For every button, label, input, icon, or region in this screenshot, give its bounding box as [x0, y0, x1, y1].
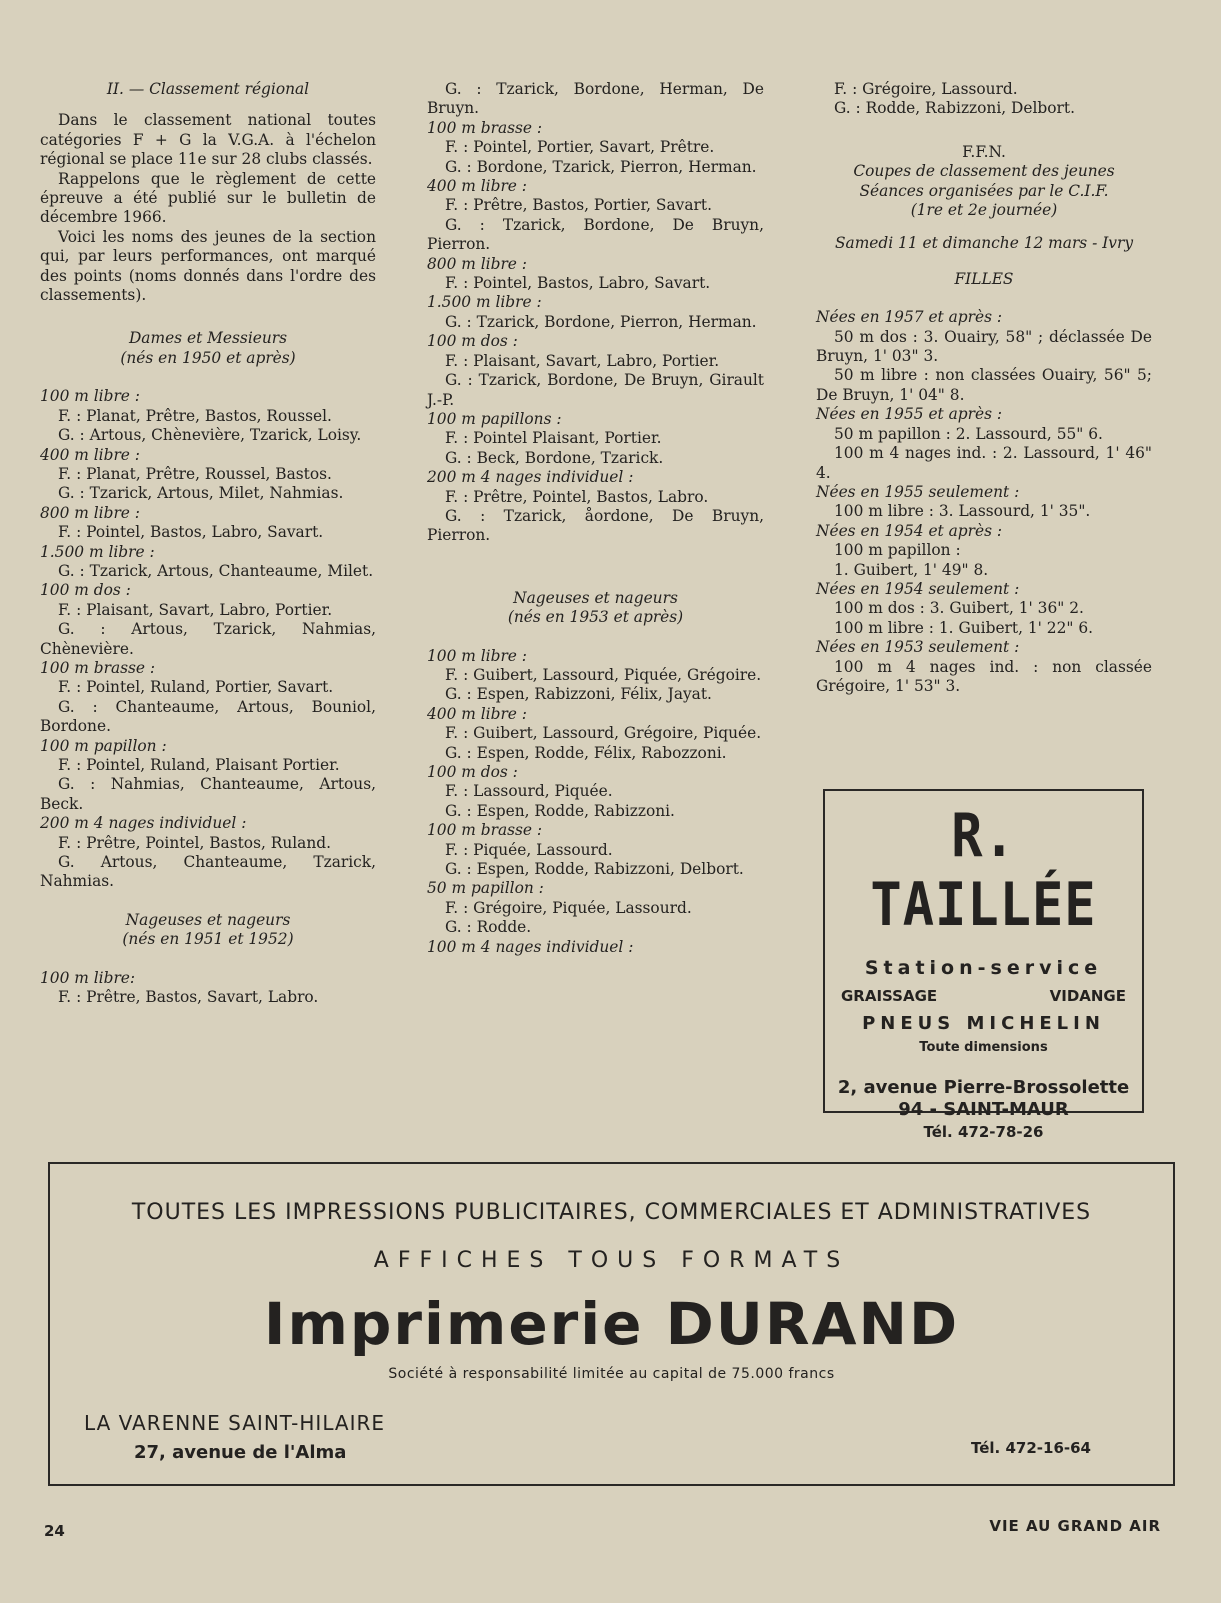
taillee-advertisement — [823, 789, 1144, 1141]
result-line: G. : Bordone, Tzarick, Pierron, Herman. — [445, 157, 757, 176]
result-line: F. : Prêtre, Bastos, Portier, Savart. — [445, 196, 712, 215]
event-heading: Nées en 1955 et après : — [816, 405, 1003, 424]
ad-street: 2, avenue Pierre-Brossolette — [837, 1077, 1130, 1098]
section-subtitle: (nés en 1951 et 1952) — [122, 930, 294, 949]
result-line: F. : Plaisant, Savart, Labro, Portier. — [58, 600, 333, 619]
result-line: F. : Pointel, Bastos, Labro, Savart. — [58, 523, 324, 542]
results-list — [40, 387, 376, 892]
event-heading: 100 m dos : — [40, 581, 131, 600]
ffn-line: Séances organisées par le C.I.F. — [859, 181, 1109, 200]
results-list — [427, 80, 764, 546]
event-heading: 100 m brasse : — [427, 118, 543, 137]
result-line: G. : Chanteaume, Artous, Bouniol, Bordone. — [40, 697, 376, 736]
ad-phone: Tél. 472-16-64 — [971, 1439, 1091, 1457]
result-line: G. : Espen, Rodde, Rabizzoni, Delbort. — [445, 860, 744, 879]
result-line: F. : Piquée, Lassourd. — [445, 840, 613, 859]
ad-town: LA VARENNE SAINT-HILAIRE — [84, 1411, 386, 1435]
event-heading: 100 m libre : — [427, 646, 527, 665]
ad-town: 94 - SAINT-MAUR — [898, 1099, 1069, 1120]
event-heading: Nées en 1953 seulement : — [816, 638, 1020, 657]
result-line: G. : Tzarick, Bordone, Herman, De Bruyn. — [427, 80, 764, 118]
ad-address — [825, 1077, 1142, 1121]
results-list — [40, 969, 376, 1008]
result-line: F. : Pointel, Portier, Savart, Prêtre. — [445, 138, 715, 157]
results-list — [427, 647, 764, 958]
event-heading: 1.500 m libre : — [40, 542, 155, 561]
result-line: G. : Espen, Rodde, Félix, Rabozzoni. — [445, 743, 727, 762]
result-line: F. : Guibert, Lassourd, Grégoire, Piquée. — [445, 724, 762, 743]
event-heading: 100 m 4 nages individuel : — [427, 937, 634, 956]
result-line: 50 m papillon : 2. Lassourd, 55" 6. — [834, 424, 1103, 443]
result-line: F. : Prêtre, Pointel, Bastos, Ruland. — [58, 833, 332, 852]
ad-formats: AFFICHES TOUS FORMATS — [373, 1248, 850, 1273]
event-heading: Nées en 1954 seulement : — [816, 579, 1020, 598]
event-heading: 100 m libre: — [40, 968, 136, 987]
event-heading: 800 m libre : — [40, 503, 140, 522]
result-line: G. : Artous, Chènevière, Tzarick, Loisy. — [58, 426, 362, 445]
intro-paragraph: Voici les noms des jeunes de la section qui, par leurs performances, ont marqué des points (noms donnés dans l'ordre des classements). — [40, 227, 376, 305]
result-line: G. : Beck, Bordone, Tzarick. — [445, 448, 664, 467]
column-3 — [816, 80, 1152, 696]
result-line: 50 m libre : non classées Ouairy, 56" 5; De Bruyn, 1' 04" 8. — [816, 366, 1152, 404]
ffn-line: (1re et 2e journée) — [910, 201, 1058, 220]
event-date: Samedi 11 et dimanche 12 mars - Ivry — [834, 234, 1134, 253]
event-heading: Nées en 1957 et après : — [816, 308, 1003, 327]
event-heading: 400 m libre : — [40, 445, 140, 464]
result-line: G. : Tzarick, Bordone, De Bruyn, Girault J.-P. — [427, 371, 764, 409]
event-heading: 1.500 m libre : — [427, 293, 542, 312]
event-heading: 100 m dos : — [427, 332, 518, 351]
event-heading: 100 m brasse : — [40, 658, 156, 677]
result-line: G. : Rodde, Rabizzoni, Delbort. — [834, 99, 1075, 118]
result-line: F. : Planat, Prêtre, Roussel, Bastos. — [58, 464, 332, 483]
category-title: FILLES — [954, 269, 1014, 288]
magazine-name: VIE AU GRAND AIR — [989, 1517, 1161, 1535]
result-line: F. : Prêtre, Pointel, Bastos, Labro. — [445, 487, 709, 506]
event-heading: 100 m papillons : — [427, 409, 562, 428]
result-line: G. : Rodde. — [445, 918, 532, 937]
result-line: G. : Nahmias, Chanteaume, Artous, Beck. — [40, 775, 376, 813]
event-heading: 100 m libre : — [40, 387, 140, 406]
event-heading: Nées en 1955 seulement : — [816, 482, 1020, 501]
ad-pneus: PNEUS MICHELIN — [862, 1013, 1105, 1034]
result-line: G. : Espen, Rodde, Rabizzoni. — [445, 801, 675, 820]
result-line: 100 m papillon : — [834, 541, 961, 560]
ad-phone: Tél. 472-78-26 — [923, 1123, 1044, 1141]
section-title: Nageuses et nageurs — [513, 588, 678, 607]
intro-paragraphs — [40, 111, 376, 305]
ad-tagline: TOUTES LES IMPRESSIONS PUBLICITAIRES, COMMERCIALES ET ADMINISTRATIVES — [131, 1200, 1092, 1225]
result-line: 100 m 4 nages ind. : 2. Lassourd, 1' 46" 4. — [816, 444, 1152, 482]
result-line: F. : Lassourd, Piquée. — [445, 782, 613, 801]
section-subtitle: (nés en 1953 et après) — [507, 608, 684, 627]
ffn-title: F.F.N. — [962, 142, 1006, 161]
event-heading: 200 m 4 nages individuel : — [427, 468, 634, 487]
ad-street: 27, avenue de l'Alma — [134, 1442, 347, 1463]
ad-services-row — [825, 987, 1142, 1005]
section-title: Dames et Messieurs — [128, 329, 288, 348]
event-heading: 100 m brasse : — [427, 821, 543, 840]
event-heading: 400 m libre : — [427, 704, 527, 723]
result-line: F. : Prêtre, Bastos, Savart, Labro. — [58, 988, 319, 1007]
section-subtitle: (nés en 1950 et après) — [120, 348, 296, 367]
column-1 — [40, 80, 376, 1007]
results-list — [816, 308, 1152, 696]
result-line: G. : Artous, Tzarick, Nahmias, Chènevière. — [40, 620, 376, 658]
event-heading: 100 m dos : — [427, 763, 518, 781]
ffn-line: Coupes de classement des jeunes — [853, 162, 1115, 181]
section-title: Nageuses et nageurs — [125, 910, 291, 929]
event-heading: 800 m libre : — [427, 254, 527, 273]
results-list — [816, 80, 1152, 119]
ad-vidange: VIDANGE — [1049, 987, 1126, 1005]
result-line: F. : Guibert, Lassourd, Piquée, Grégoire. — [445, 665, 762, 684]
result-line: 50 m dos : 3. Ouairy, 58" ; déclassée De Bruyn, 1' 03" 3. — [816, 327, 1152, 366]
section-heading: II. — Classement régional — [106, 80, 310, 98]
result-line: 100 m dos : 3. Guibert, 1' 36" 2. — [834, 599, 1084, 618]
event-heading: Nées en 1954 et après : — [816, 521, 1003, 540]
ad-company-name: Imprimerie DURAND — [263, 1290, 960, 1358]
result-line: 100 m libre : 3. Lassourd, 1' 35". — [834, 502, 1091, 521]
ad-graissage: GRAISSAGE — [841, 987, 938, 1005]
ad-business-name: R. TAILLÉE — [870, 802, 1097, 940]
durand-advertisement — [48, 1162, 1175, 1486]
event-heading: 50 m papillon : — [427, 879, 544, 898]
result-line: G. : Tzarick, Artous, Chanteaume, Milet. — [58, 561, 374, 580]
event-heading: 400 m libre : — [427, 177, 527, 196]
result-line: F. : Pointel, Ruland, Plaisant Portier. — [58, 756, 340, 774]
result-line: F. : Grégoire, Lassourd. — [834, 80, 1018, 98]
result-line: F. : Grégoire, Piquée, Lassourd. — [445, 898, 692, 917]
event-heading: 200 m 4 nages individuel : — [40, 814, 247, 833]
result-line: G. : Tzarick, Artous, Milet, Nahmias. — [58, 484, 344, 503]
result-line: G. : Tzarick, Bordone, De Bruyn, Pierron. — [427, 215, 764, 254]
result-line: F. : Pointel, Bastos, Labro, Savart. — [445, 274, 711, 293]
ad-service: Station-service — [864, 957, 1103, 979]
result-line: G. Artous, Chanteaume, Tzarick, Nahmias. — [40, 853, 376, 891]
result-line: 1. Guibert, 1' 49" 8. — [834, 560, 989, 579]
result-line: 100 m 4 nages ind. : non classée Grégoire, 1' 53" 3. — [816, 657, 1152, 695]
result-line: G. : Tzarick, Bordone, Pierron, Herman. — [445, 312, 757, 331]
result-line: 100 m libre : 1. Guibert, 1' 22" 6. — [834, 618, 1094, 637]
intro-paragraph: Rappelons que le règlement de cette épreuve a été publié sur le bulletin de décembre 1966. — [40, 169, 376, 227]
result-line: F. : Planat, Prêtre, Bastos, Roussel. — [58, 406, 332, 425]
column-2 — [427, 80, 764, 957]
result-line: G. : Espen, Rabizzoni, Félix, Jayat. — [445, 685, 712, 704]
result-line: F. : Plaisant, Savart, Labro, Portier. — [445, 351, 720, 370]
ad-company-info: Société à responsabilité limitée au capital de 75.000 francs — [388, 1366, 835, 1382]
result-line: G. : Tzarick, åordone, De Bruyn, Pierron. — [427, 506, 764, 545]
result-line: F. : Pointel Plaisant, Portier. — [445, 429, 662, 448]
page-number: 24 — [44, 1522, 65, 1540]
result-line: F. : Pointel, Ruland, Portier, Savart. — [58, 678, 334, 697]
event-heading: 100 m papillon : — [40, 736, 167, 755]
intro-paragraph: Dans le classement national toutes catégories F + G la V.G.A. à l'échelon régional se place 11e sur 28 clubs classés. — [40, 111, 376, 169]
ad-dimensions: Toute dimensions — [919, 1040, 1048, 1055]
